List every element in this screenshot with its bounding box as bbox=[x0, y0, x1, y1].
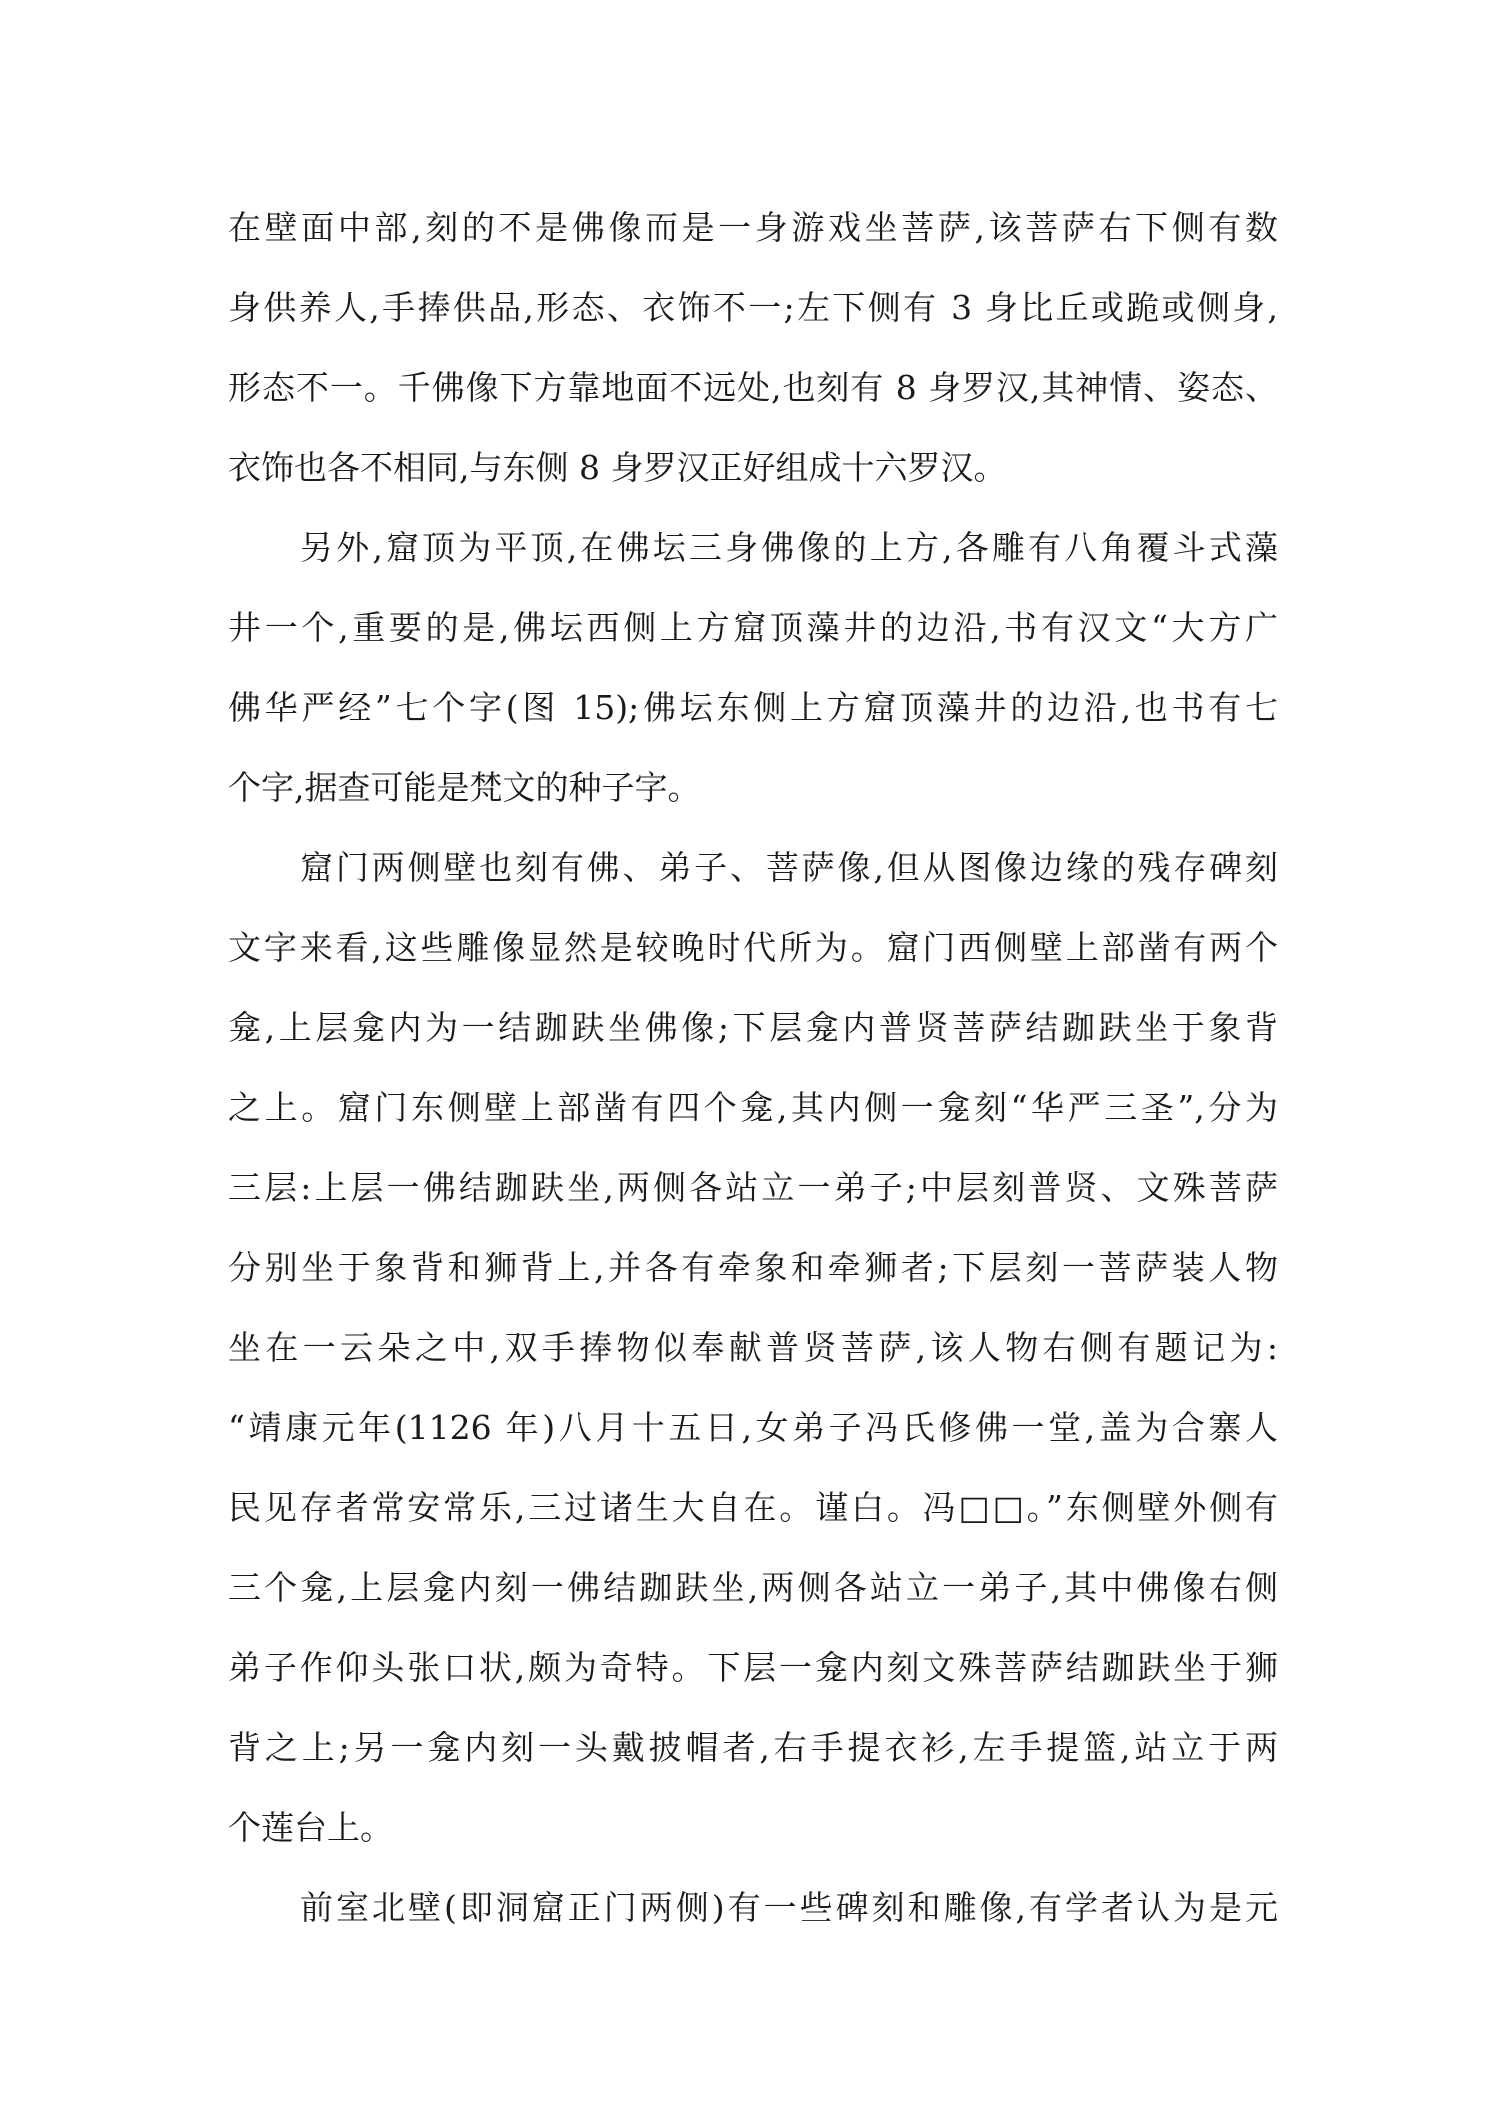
paragraph-3 bbox=[228, 828, 1278, 1868]
text-line: 在壁面中部,刻的不是佛像而是一身游戏坐菩萨,该菩萨右下侧有数 bbox=[228, 208, 1278, 247]
text-line: 龛,上层龛内为一结跏趺坐佛像;下层龛内普贤菩萨结跏趺坐于象背 bbox=[228, 1008, 1278, 1047]
text-line: 窟门两侧壁也刻有佛、弟子、菩萨像,但从图像边缘的残存碑刻 bbox=[300, 848, 1278, 887]
text-line: 三层:上层一佛结跏趺坐,两侧各站立一弟子;中层刻普贤、文殊菩萨 bbox=[228, 1168, 1278, 1207]
text-line: 形态不一。千佛像下方靠地面不远处,也刻有 8 身罗汉,其神情、姿态、 bbox=[228, 368, 1278, 407]
text-line: 坐在一云朵之中,双手捧物似奉献普贤菩萨,该人物右侧有题记为: bbox=[228, 1328, 1278, 1367]
paragraph-2 bbox=[228, 508, 1278, 828]
text-line: 三个龛,上层龛内刻一佛结跏趺坐,两侧各站立一弟子,其中佛像右侧 bbox=[228, 1568, 1278, 1607]
text-line: 身供养人,手捧供品,形态、衣饰不一;左下侧有 3 身比丘或跪或侧身, bbox=[228, 288, 1278, 327]
text-line: 佛华严经”七个字(图 15);佛坛东侧上方窟顶藻井的边沿,也书有七 bbox=[228, 688, 1278, 727]
text-line: 个字,据查可能是梵文的种子字。 bbox=[228, 768, 701, 807]
text-line: 之上。窟门东侧壁上部凿有四个龛,其内侧一龛刻“华严三圣”,分为 bbox=[228, 1088, 1278, 1127]
text-line: 井一个,重要的是,佛坛西侧上方窟顶藻井的边沿,书有汉文“大方广 bbox=[228, 608, 1278, 647]
text-line: 弟子作仰头张口状,颇为奇特。下层一龛内刻文殊菩萨结跏趺坐于狮 bbox=[228, 1648, 1278, 1687]
text-line: 背之上;另一龛内刻一头戴披帽者,右手提衣衫,左手提篮,站立于两 bbox=[228, 1728, 1278, 1767]
paragraph-4 bbox=[228, 1868, 1278, 1948]
text-line: 衣饰也各不相同,与东侧 8 身罗汉正好组成十六罗汉。 bbox=[228, 448, 1007, 487]
text-line: 民见存者常安常乐,三过诸生大自在。谨白。冯□□。”东侧壁外侧有 bbox=[228, 1488, 1278, 1527]
text-line: 另外,窟顶为平顶,在佛坛三身佛像的上方,各雕有八角覆斗式藻 bbox=[300, 528, 1278, 567]
text-line: 前室北壁(即洞窟正门两侧)有一些碑刻和雕像,有学者认为是元 bbox=[300, 1888, 1278, 1927]
body-text bbox=[228, 188, 1278, 1948]
text-line: 个莲台上。 bbox=[228, 1808, 393, 1847]
text-line: “靖康元年(1126 年)八月十五日,女弟子冯氏修佛一堂,盖为合寨人 bbox=[228, 1408, 1278, 1447]
paragraph-1 bbox=[228, 188, 1278, 508]
text-line: 分别坐于象背和狮背上,并各有牵象和牵狮者;下层刻一菩萨装人物 bbox=[228, 1248, 1278, 1287]
text-line: 文字来看,这些雕像显然是较晚时代所为。窟门西侧壁上部凿有两个 bbox=[228, 928, 1278, 967]
